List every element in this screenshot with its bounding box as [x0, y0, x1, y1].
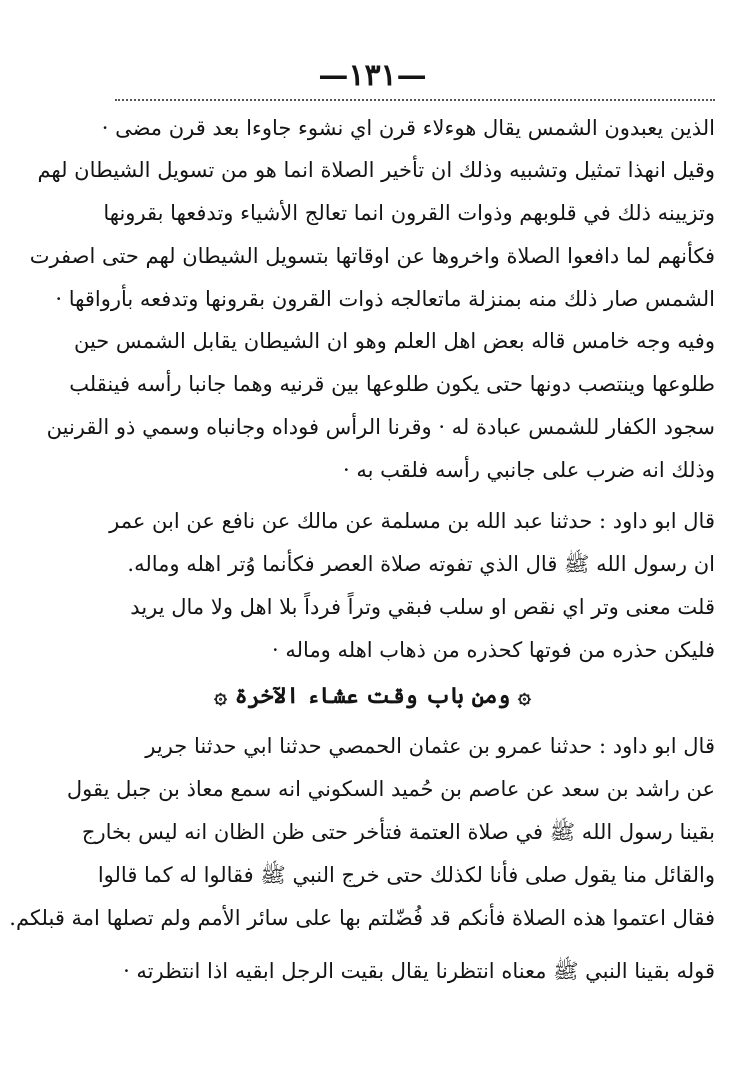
text-line: والقائل منا يقول صلى فأنا لكذلك حتى خرج النبي ﷺ فقالوا له كما قالوا [97, 863, 715, 887]
text-line: فكأنهم لما دافعوا الصلاة واخروها عن اوقاتها بتسويل الشيطان لهم حتى اصفرت [29, 244, 715, 268]
text-line: قال ابو داود : حدثنا عمرو بن عثمان الحمصي حدثنا ابي حدثنا جرير [145, 734, 715, 758]
text-line: وفيه وجه خامس قاله بعض اهل العلم وهو ان الشيطان يقابل الشمس حين [73, 329, 715, 353]
text-line: وتزيينه ذلك في قلوبهم وذوات القرون انما تعالج الأشياء وتدفعها بقرونها [103, 201, 715, 225]
text-line: وذلك انه ضرب على جانبي رأسه فلقب به · [342, 458, 715, 482]
text-line: قال ابو داود : حدثنا عبد الله بن مسلمة عن مالك عن نافع عن ابن عمر [109, 509, 715, 533]
text-line: الشمس صار ذلك منه بمنزلة ماتعالجه ذوات القرون بقرونها وتدفعه بأرواقها · [55, 287, 715, 311]
text-line: عن راشد بن سعد عن عاصم بن حُميد السكوني انه سمع معاذ بن جبل يقول [66, 777, 715, 801]
section-heading [0, 680, 745, 712]
text-line: ان رسول الله ﷺ قال الذي تفوته صلاة العصر فكأنما وُتر اهله وماله. [127, 552, 715, 576]
text-line: بقينا رسول الله ﷺ في صلاة العتمة فتأخر حتى ظن الظان انه ليس بخارج [81, 820, 715, 844]
ornament-left-icon: ۞ [214, 683, 228, 709]
text-line: طلوعها وينتصب دونها حتى يكون طلوعها بين قرنيه وهما جانبا رأسه فينقلب [69, 372, 715, 396]
section-heading-text: ومن باب وقت عشاء الآخرة [234, 683, 511, 709]
text-line: قلت معنى وتر اي نقص او سلب فبقي وتراً فرداً بلا اهل ولا مال يريد [130, 595, 715, 619]
text-line: سجود الكفار للشمس عبادة له · وقرنا الرأس فوداه وجانباه وسمي ذو القرنين [46, 415, 715, 439]
text-line: فقال اعتموا هذه الصلاة فأنكم قد فُضّلتم بها على سائر الأمم ولم تصلها امة قبلكم. [9, 906, 715, 930]
text-line: وقيل انهذا تمثيل وتشبيه وذلك ان تأخير الصلاة انما هو من تسويل الشيطان لهم [37, 158, 715, 182]
page-number: —١٣١— [318, 58, 427, 93]
text-line: فليكن حذره من فوتها كحذره من ذهاب اهله وماله · [272, 638, 715, 662]
ornament-right-icon: ۞ [517, 683, 531, 709]
text-line: قوله بقينا النبي ﷺ معناه انتظرنا يقال بقيت الرجل ابقيه اذا انتظرته · [123, 959, 715, 983]
header-rule [115, 99, 715, 101]
text-line: الذين يعبدون الشمس يقال هوءلاء قرن اي نشوء جاوءا بعد قرن مضى · [101, 116, 715, 140]
